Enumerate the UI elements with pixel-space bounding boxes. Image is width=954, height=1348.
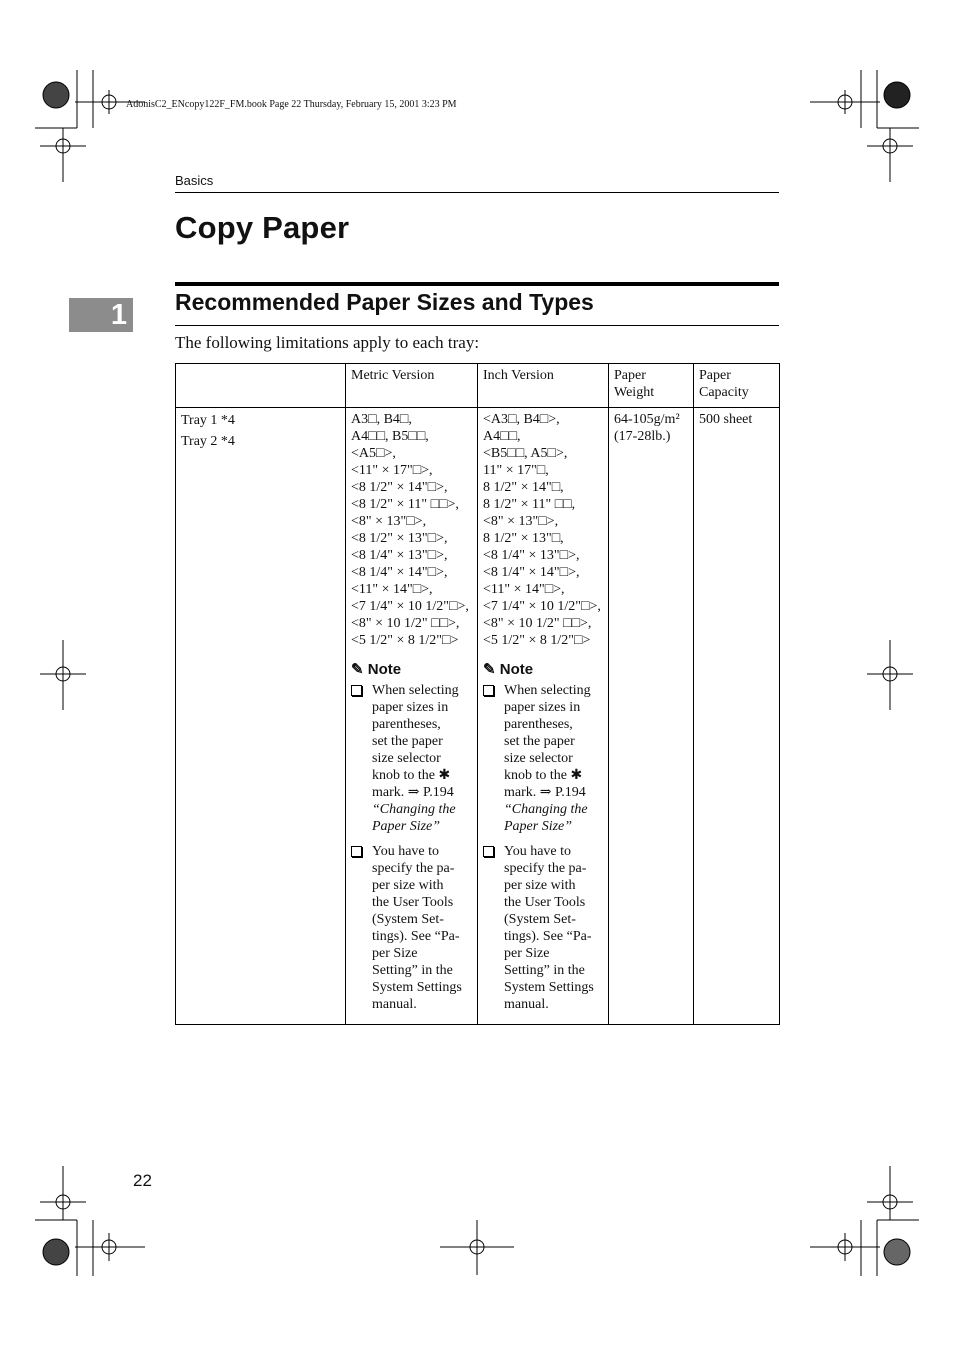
list-item: parentheses, [372, 717, 441, 732]
list-item: manual. [372, 997, 417, 1012]
capacity-value: 500 sheet [699, 412, 753, 427]
checkbox-bullet-icon [483, 846, 494, 857]
list-item: “Changing the [504, 802, 588, 817]
list-item: set the paper [504, 734, 575, 749]
list-item: Setting” in the [504, 963, 585, 978]
note-item [351, 843, 472, 1013]
list-item: <8" × 10 1/2" □□>, [483, 616, 592, 631]
list-item: <8 1/2" × 14"□>, [351, 480, 448, 495]
list-item: <11" × 14"□>, [483, 582, 565, 597]
list-item: (System Set- [504, 912, 576, 927]
metric-size-list [351, 411, 472, 649]
checkbox-bullet-icon [351, 846, 362, 857]
list-item: When selecting [504, 683, 591, 698]
list-item: 8 1/2" × 11" □□, [483, 497, 576, 512]
note-item [483, 843, 603, 1013]
list-item: set the paper [372, 734, 443, 749]
list-item: tings). See “Pa- [504, 929, 592, 944]
list-item: <A3□, B4□>, [483, 412, 560, 427]
list-item: <11" × 17"□>, [351, 463, 433, 478]
list-item: per size with [504, 878, 576, 893]
list-item: the User Tools [372, 895, 454, 910]
pencil-icon: ✎ [483, 661, 496, 678]
list-item: <8 1/4" × 13"□>, [483, 548, 580, 563]
list-item: tings). See “Pa- [372, 929, 460, 944]
list-item: <8" × 10 1/2" □□>, [351, 616, 460, 631]
inch-cell [478, 408, 609, 1025]
list-item: <5 1/2" × 8 1/2"□> [351, 633, 459, 648]
paper-size-table [175, 363, 780, 1025]
metric-cell [346, 408, 478, 1025]
list-item: 11" × 17"□, [483, 463, 549, 478]
list-item: <8 1/4" × 14"□>, [351, 565, 448, 580]
tray-cell [176, 408, 346, 1025]
header-cell: Paper Capacity [694, 364, 780, 408]
list-item: <8" × 13"□>, [483, 514, 559, 529]
list-item: <8 1/4" × 13"□>, [351, 548, 448, 563]
list-item: <7 1/4" × 10 1/2"□>, [483, 599, 601, 614]
list-item: size selector [504, 751, 573, 766]
list-item: size selector [372, 751, 441, 766]
list-item: <8 1/2" × 11" □□>, [351, 497, 459, 512]
list-item: System Settings [504, 980, 594, 995]
list-item: A4□□, B5□□, [351, 429, 429, 444]
list-item: per Size [372, 946, 418, 961]
list-item: <A5□>, [351, 446, 396, 461]
list-item: (System Set- [372, 912, 444, 927]
checkbox-bullet-icon [483, 685, 494, 696]
list-item: <5 1/2" × 8 1/2"□> [483, 633, 591, 648]
weight-cell [609, 408, 694, 1025]
chapter-tab [69, 298, 133, 332]
subtitle: Recommended Paper Sizes and Types [175, 289, 594, 315]
list-item: A4□□, [483, 429, 521, 444]
list-item: specify the pa- [372, 861, 455, 876]
list-item: <11" × 14"□>, [351, 582, 433, 597]
list-item: <8 1/4" × 14"□>, [483, 565, 580, 580]
header-cell [176, 364, 346, 408]
list-item: A3□, B4□, [351, 412, 412, 427]
file-info-header: AdonisC2_ENcopy122F_FM.book Page 22 Thursday, February 15, 2001 3:23 PM [126, 99, 457, 110]
list-item: paper sizes in [372, 700, 449, 715]
list-item: “Changing the [372, 802, 456, 817]
list-item: manual. [504, 997, 549, 1012]
list-item: mark. ⇒ P.194 [504, 785, 586, 800]
header-cell: Paper Weight [609, 364, 694, 408]
chapter-number: 1 [110, 299, 127, 331]
title-rule [175, 282, 779, 286]
list-item: 8 1/2" × 13"□, [483, 531, 564, 546]
tray-label: Tray 2 *4 [181, 434, 235, 449]
list-item: knob to the ✱ [372, 768, 451, 783]
section-label: Basics [175, 173, 214, 188]
table-header-row [176, 364, 780, 408]
list-item: the User Tools [504, 895, 586, 910]
header-cell: Metric Version [346, 364, 478, 408]
table-row [176, 408, 780, 1025]
list-item: <7 1/4" × 10 1/2"□>, [351, 599, 469, 614]
page-number: 22 [133, 1171, 152, 1190]
list-item: parentheses, [504, 717, 573, 732]
weight-line: 64-105g/m² [614, 412, 680, 427]
list-item: You have to [372, 844, 440, 859]
page-title: Copy Paper [175, 210, 350, 245]
note-heading: ✎ Note [483, 661, 534, 678]
intro-text: The following limitations apply to each tray: [175, 333, 480, 352]
header-cell: Inch Version [478, 364, 609, 408]
list-item: You have to [504, 844, 572, 859]
note-item [351, 682, 472, 835]
checkbox-bullet-icon [351, 685, 362, 696]
pencil-icon: ✎ [351, 661, 364, 678]
list-item: knob to the ✱ [504, 768, 583, 783]
list-item: <8" × 13"□>, [351, 514, 427, 529]
tray-label: Tray 1 *4 [181, 413, 235, 428]
list-item: System Settings [372, 980, 462, 995]
list-item: Setting” in the [372, 963, 453, 978]
list-item: paper sizes in [504, 700, 581, 715]
list-item: specify the pa- [504, 861, 587, 876]
note-heading: ✎ Note [351, 661, 402, 678]
list-item: mark. ⇒ P.194 [372, 785, 454, 800]
subtitle-rule [175, 325, 779, 326]
weight-line: (17-28lb.) [614, 429, 671, 444]
note-item [483, 682, 603, 835]
list-item: Paper Size” [504, 819, 573, 834]
list-item: <8 1/2" × 13"□>, [351, 531, 448, 546]
list-item: When selecting [372, 683, 459, 698]
list-item: per size with [372, 878, 444, 893]
header-rule [175, 192, 779, 193]
list-item: <B5□□, A5□>, [483, 446, 568, 461]
list-item: Paper Size” [372, 819, 441, 834]
capacity-cell [694, 408, 780, 1025]
list-item: 8 1/2" × 14"□, [483, 480, 564, 495]
list-item: per Size [504, 946, 550, 961]
inch-size-list [483, 411, 603, 649]
